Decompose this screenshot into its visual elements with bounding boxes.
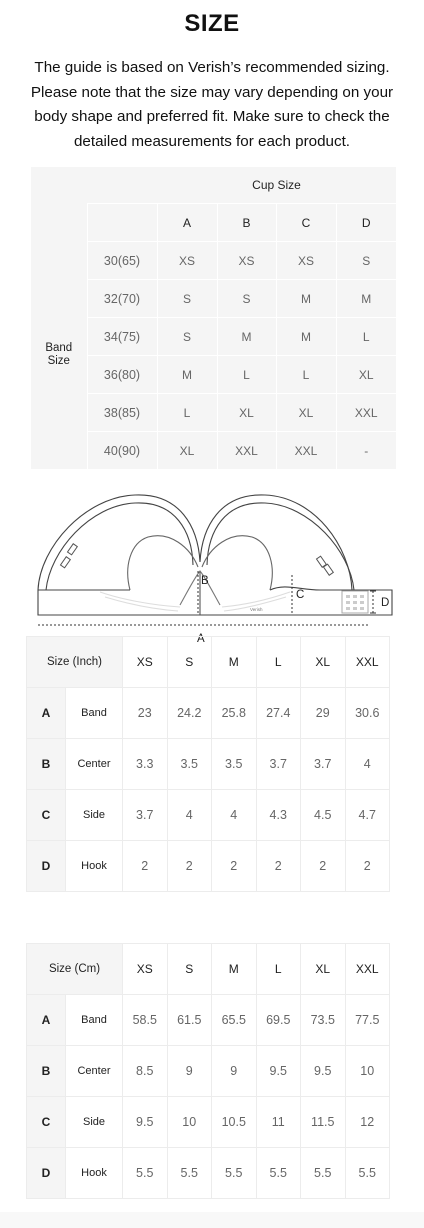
cup-cell: S	[157, 280, 217, 318]
value-cell: 9	[167, 1046, 212, 1097]
value-cell: 65.5	[212, 995, 257, 1046]
cup-cell: XS	[276, 242, 336, 280]
cup-header-c: C	[276, 204, 336, 242]
value-cell: 5.5	[345, 1148, 390, 1199]
value-cell: 61.5	[167, 995, 212, 1046]
cup-cell: -	[336, 432, 396, 470]
size-col-m: M	[212, 944, 257, 995]
value-cell: 3.5	[212, 739, 257, 790]
size-col-s: S	[167, 637, 212, 688]
inch-measurement-table	[26, 636, 390, 892]
row-name: Hook	[66, 1148, 123, 1199]
diagram-label-a: A	[197, 633, 205, 645]
cup-cell: L	[276, 356, 336, 394]
cup-cell: M	[336, 280, 396, 318]
cup-band-size-table	[31, 167, 396, 469]
band-value: 30(65)	[87, 242, 157, 280]
size-guide-intro: The guide is based on Verish’s recommended sizing. Please note that the size may vary depending on your body shape and preferred fit. Make sure to check the detailed measurements for each product.	[30, 59, 394, 151]
cup-cell: M	[276, 280, 336, 318]
value-cell: 3.5	[167, 739, 212, 790]
size-col-m: M	[212, 637, 257, 688]
table-row	[27, 688, 390, 739]
bottom-divider	[0, 1212, 424, 1228]
value-cell: 11.5	[301, 1097, 346, 1148]
cup-cell: M	[157, 356, 217, 394]
cup-cell: XS	[157, 242, 217, 280]
value-cell: 4	[345, 739, 390, 790]
size-col-s: S	[167, 944, 212, 995]
size-col-xl: XL	[301, 637, 346, 688]
value-cell: 3.7	[301, 739, 346, 790]
cup-cell: XL	[157, 432, 217, 470]
table-row	[27, 1148, 390, 1199]
cup-cell: L	[336, 318, 396, 356]
value-cell: 3.7	[256, 739, 301, 790]
cup-cell: XL	[276, 394, 336, 432]
value-cell: 3.7	[123, 790, 168, 841]
band-value: 32(70)	[87, 280, 157, 318]
value-cell: 69.5	[256, 995, 301, 1046]
value-cell: 77.5	[345, 995, 390, 1046]
value-cell: 8.5	[123, 1046, 168, 1097]
table-row	[27, 790, 390, 841]
value-cell: 4.5	[301, 790, 346, 841]
value-cell: 9.5	[256, 1046, 301, 1097]
value-cell: 2	[301, 841, 346, 892]
band-value: 38(85)	[87, 394, 157, 432]
row-letter: A	[27, 995, 66, 1046]
value-cell: 4	[167, 790, 212, 841]
band-value: 40(90)	[87, 432, 157, 470]
table-row	[27, 1046, 390, 1097]
page-title: SIZE	[184, 10, 240, 37]
value-cell: 10	[167, 1097, 212, 1148]
diagram-label-c: C	[296, 589, 305, 601]
value-cell: 10.5	[212, 1097, 257, 1148]
row-name: Side	[66, 1097, 123, 1148]
value-cell: 5.5	[301, 1148, 346, 1199]
cup-cell: XL	[217, 394, 276, 432]
row-letter: B	[27, 739, 66, 790]
size-col-xxl: XXL	[345, 637, 390, 688]
band-size-label: Band Size	[45, 342, 73, 368]
cup-cell: XXL	[217, 432, 276, 470]
cup-header-b: B	[217, 204, 276, 242]
value-cell: 30.6	[345, 688, 390, 739]
size-col-l: L	[256, 944, 301, 995]
value-cell: 2	[212, 841, 257, 892]
size-col-xs: XS	[123, 944, 168, 995]
cup-header-d: D	[336, 204, 396, 242]
value-cell: 9	[212, 1046, 257, 1097]
diagram-label-d: D	[381, 597, 390, 609]
table-row	[27, 841, 390, 892]
value-cell: 2	[123, 841, 168, 892]
table-row	[27, 739, 390, 790]
value-cell: 3.3	[123, 739, 168, 790]
cm-measurement-table	[26, 943, 390, 1199]
value-cell: 73.5	[301, 995, 346, 1046]
cup-size-label: Cup Size	[252, 178, 301, 192]
value-cell: 29	[301, 688, 346, 739]
table-row	[27, 995, 390, 1046]
cm-table-header: Size (Cm)	[27, 944, 123, 995]
row-letter: B	[27, 1046, 66, 1097]
value-cell: 2	[256, 841, 301, 892]
cup-cell: S	[217, 280, 276, 318]
value-cell: 24.2	[167, 688, 212, 739]
row-name: Center	[66, 1046, 123, 1097]
cup-cell: XXL	[336, 394, 396, 432]
value-cell: 4.3	[256, 790, 301, 841]
value-cell: 58.5	[123, 995, 168, 1046]
inch-table-header: Size (Inch)	[27, 637, 123, 688]
value-cell: 5.5	[123, 1148, 168, 1199]
cup-cell: S	[157, 318, 217, 356]
table-row	[27, 1097, 390, 1148]
row-letter: C	[27, 1097, 66, 1148]
value-cell: 23	[123, 688, 168, 739]
row-name: Band	[66, 995, 123, 1046]
value-cell: 5.5	[167, 1148, 212, 1199]
band-value: 34(75)	[87, 318, 157, 356]
value-cell: 4	[212, 790, 257, 841]
value-cell: 9.5	[123, 1097, 168, 1148]
value-cell: 2	[167, 841, 212, 892]
value-cell: 2	[345, 841, 390, 892]
row-letter: C	[27, 790, 66, 841]
diagram-label-b: B	[201, 575, 209, 587]
row-name: Band	[66, 688, 123, 739]
value-cell: 5.5	[256, 1148, 301, 1199]
cup-cell: XL	[336, 356, 396, 394]
row-name: Side	[66, 790, 123, 841]
value-cell: 10	[345, 1046, 390, 1097]
cup-cell: XXL	[276, 432, 336, 470]
brand-tag: Verish	[250, 607, 263, 612]
size-col-xs: XS	[123, 637, 168, 688]
size-col-xxl: XXL	[345, 944, 390, 995]
cup-cell: S	[336, 242, 396, 280]
size-col-l: L	[256, 637, 301, 688]
value-cell: 5.5	[212, 1148, 257, 1199]
row-letter: D	[27, 841, 66, 892]
cup-cell: XS	[217, 242, 276, 280]
value-cell: 27.4	[256, 688, 301, 739]
band-value: 36(80)	[87, 356, 157, 394]
cup-cell: M	[276, 318, 336, 356]
cup-cell: L	[157, 394, 217, 432]
row-letter: A	[27, 688, 66, 739]
value-cell: 9.5	[301, 1046, 346, 1097]
cup-cell: M	[217, 318, 276, 356]
row-letter: D	[27, 1148, 66, 1199]
row-name: Hook	[66, 841, 123, 892]
cup-header-a: A	[157, 204, 217, 242]
cup-cell: L	[217, 356, 276, 394]
value-cell: 4.7	[345, 790, 390, 841]
value-cell: 11	[256, 1097, 301, 1148]
value-cell: 12	[345, 1097, 390, 1148]
size-col-xl: XL	[301, 944, 346, 995]
row-name: Center	[66, 739, 123, 790]
bra-measurement-diagram	[30, 487, 400, 649]
value-cell: 25.8	[212, 688, 257, 739]
